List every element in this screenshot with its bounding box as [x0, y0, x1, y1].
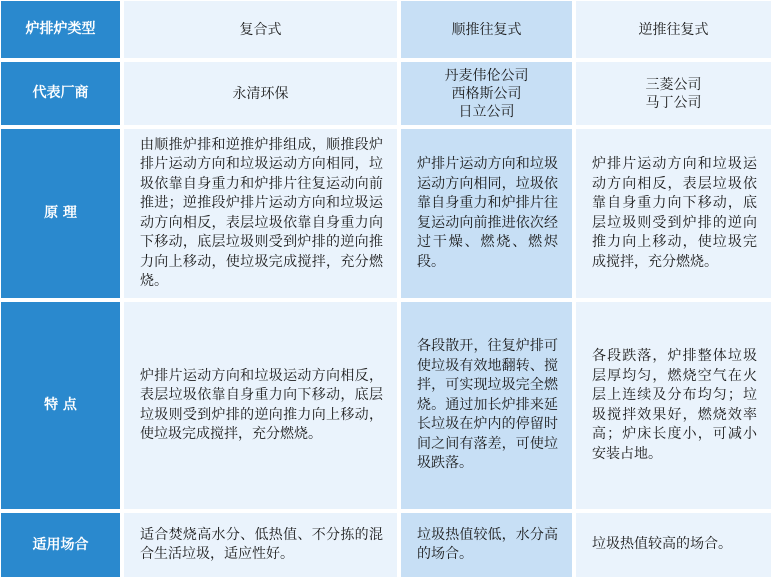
principle-reverse: 炉排片运动方向和垃圾运动方向相反，表层垃圾依靠自身重力向下移动，底层垃圾则受到炉排的逆向推力向上移动，使垃圾完成搅拌，充分燃烧。: [576, 129, 771, 298]
company-name: 丹麦伟伦公司: [444, 67, 529, 84]
row-label-principle: 原 理: [1, 129, 120, 298]
features-forward: 各段散开，往复炉排可使垃圾有效地翻转、搅拌，可实现垃圾完全燃烧。通过加长炉排来延长垃圾在炉内的停留时间之间有落差，可使垃圾跌落。: [401, 302, 572, 509]
incinerator-grate-comparison-table: [1, 1, 779, 562]
features-reverse: 各段跌落，炉排整体垃圾层厚均匀，燃烧空气在火层上连续及分布均匀；垃圾搅拌效果好，燃烧效率高；炉床长度小，可减小安装占地。: [576, 302, 771, 509]
principle-forward: 炉排片运动方向和垃圾运动方向相同，垃圾依靠自身重力和炉排片往复运动向前推进依次经过干燥、燃烧、燃烬段。: [401, 129, 572, 298]
company-name: 马丁公司: [645, 94, 702, 111]
manufacturers-forward: [401, 62, 572, 125]
header-reverse-reciprocating: 逆推往复式: [576, 1, 771, 58]
header-forward-reciprocating: 顺推往复式: [401, 1, 572, 58]
manufacturers-composite: 永清环保: [124, 62, 397, 125]
row-label-features: 特 点: [1, 302, 120, 509]
header-type-label: 炉排炉类型: [1, 1, 120, 58]
applicability-reverse: 垃圾热值较高的场合。: [576, 513, 771, 577]
principle-composite: 由顺推炉排和逆推炉排组成，顺推段炉排片运动方向和垃圾运动方向相同，垃圾依靠自身重力和炉排片往复运动向前推进；逆推段炉排片运动方向和垃圾运动方向相反，表层垃圾依靠自身重力向下移动，底层垃圾则受到炉排的逆向推力向上移动，使垃圾完成搅拌，充分燃烧。: [124, 129, 397, 298]
company-name: 日立公司: [458, 103, 515, 120]
applicability-composite: 适合焚烧高水分、低热值、不分拣的混合生活垃圾，适应性好。: [124, 513, 397, 577]
company-name: 三菱公司: [645, 76, 702, 93]
row-label-manufacturers: 代表厂商: [1, 62, 120, 125]
manufacturers-reverse: [576, 62, 771, 125]
features-composite: 炉排片运动方向和垃圾运动方向相反，表层垃圾依靠自身重力向下移动，底层垃圾则受到炉排的逆向推力向上移动，使垃圾完成搅拌，充分燃烧。: [124, 302, 397, 509]
header-composite: 复合式: [124, 1, 397, 58]
row-label-applicability: 适用场合: [1, 513, 120, 577]
company-name: 西格斯公司: [451, 85, 522, 102]
applicability-forward: 垃圾热值较低，水分高的场合。: [401, 513, 572, 577]
